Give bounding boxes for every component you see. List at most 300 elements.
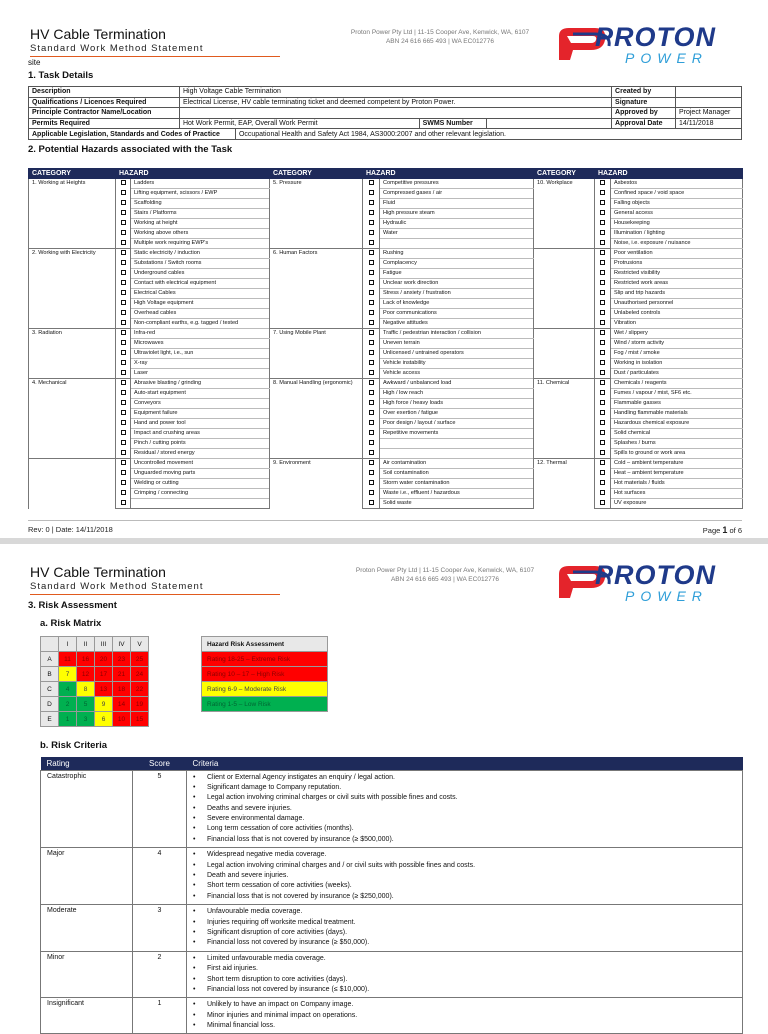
checkbox-icon xyxy=(121,490,126,495)
hazard-item: Laser xyxy=(131,369,270,379)
matrix-cell: 12 xyxy=(77,667,95,682)
page-suffix: of 6 xyxy=(727,526,742,535)
hazard-checkbox[interactable] xyxy=(116,219,131,229)
hazard-item xyxy=(131,499,270,509)
matrix-row xyxy=(41,712,149,727)
criteria-score: 5 xyxy=(133,770,187,848)
matrix-cell: 23 xyxy=(113,652,131,667)
hazard-category xyxy=(534,329,595,379)
hazard-checkbox[interactable] xyxy=(363,499,380,509)
hazard-checkbox[interactable] xyxy=(363,189,380,199)
criteria-item: • First aid injuries. xyxy=(193,964,736,974)
hazard-checkbox[interactable] xyxy=(116,429,131,439)
hazard-item: Vibration xyxy=(611,319,743,329)
hazard-checkbox[interactable] xyxy=(116,399,131,409)
hazard-checkbox[interactable] xyxy=(116,279,131,289)
hazard-checkbox[interactable] xyxy=(116,479,131,489)
hazard-item: Waste i.e., effluent / hazardous xyxy=(380,489,534,499)
hazard-checkbox[interactable] xyxy=(363,289,380,299)
matrix-cell: 10 xyxy=(113,712,131,727)
hazard-item: High Voltage equipment xyxy=(131,299,270,309)
contractor-value xyxy=(179,108,611,119)
checkbox-icon xyxy=(369,240,374,245)
criteria-item: • Deaths and severe injuries. xyxy=(193,804,736,814)
hazard-category xyxy=(29,459,116,509)
checkbox-icon xyxy=(600,340,605,345)
hazard-item: UV exposure xyxy=(611,499,743,509)
checkbox-icon xyxy=(600,430,605,435)
checkbox-icon xyxy=(600,240,605,245)
hazard-item: Hot surfaces xyxy=(611,489,743,499)
document-subtitle: Standard Work Method Statement xyxy=(30,43,204,54)
hazard-checkbox[interactable] xyxy=(116,409,131,419)
hazard-checkbox[interactable] xyxy=(363,409,380,419)
hazard-checkbox[interactable] xyxy=(363,329,380,339)
hazard-checkbox[interactable] xyxy=(595,339,611,349)
hazard-item: Crimping / connecting xyxy=(131,489,270,499)
checkbox-icon xyxy=(121,290,126,295)
hazard-checkbox[interactable] xyxy=(116,469,131,479)
checkbox-icon xyxy=(121,380,126,385)
checkbox-icon xyxy=(121,420,126,425)
risk-criteria-table xyxy=(40,757,743,1034)
risk-matrix xyxy=(40,636,149,727)
criteria-item: • Unfavourable media coverage. xyxy=(193,907,736,917)
hazard-checkbox[interactable] xyxy=(116,179,131,189)
hazard-checkbox[interactable] xyxy=(363,349,380,359)
hazard-checkbox[interactable] xyxy=(116,339,131,349)
hazard-checkbox[interactable] xyxy=(595,259,611,269)
criteria-item: • Client or External Agency instigates an enquiry / legal action. xyxy=(193,773,736,783)
matrix-row-label: E xyxy=(41,712,59,727)
matrix-cell: 2 xyxy=(59,697,77,712)
hazard-item: Fatigue xyxy=(380,269,534,279)
hazard-checkbox[interactable] xyxy=(116,209,131,219)
legend-item: Rating 18-25 – Extreme Risk xyxy=(202,652,328,667)
checkbox-icon xyxy=(369,330,374,335)
hazard-row xyxy=(29,409,743,419)
criteria-item: • Minor injuries and minimal impact on operations. xyxy=(193,1011,736,1021)
checkbox-icon xyxy=(121,310,126,315)
hazard-category: 2. Working with Electricity xyxy=(29,249,116,329)
address-line-1-p2: Proton Power Pty Ltd | 11-15 Cooper Ave, Kenwick, WA, 6107 xyxy=(355,567,535,574)
hazard-checkbox[interactable] xyxy=(116,329,131,339)
checkbox-icon xyxy=(121,460,126,465)
hazard-checkbox[interactable] xyxy=(363,179,380,189)
hazard-checkbox[interactable] xyxy=(595,489,611,499)
hazard-checkbox[interactable] xyxy=(116,229,131,239)
hazard-item: Splashes / burns xyxy=(611,439,743,449)
hazard-row xyxy=(29,399,743,409)
hazard-checkbox[interactable] xyxy=(116,379,131,389)
criteria-list-cell xyxy=(187,951,743,998)
hazard-item: Confined space / void space xyxy=(611,189,743,199)
matrix-cell: 9 xyxy=(95,697,113,712)
hazard-checkbox[interactable] xyxy=(595,319,611,329)
checkbox-icon xyxy=(121,400,126,405)
hazard-checkbox[interactable] xyxy=(363,489,380,499)
criteria-list xyxy=(193,773,736,846)
hazard-item: Flammable gasses xyxy=(611,399,743,409)
hazard-row xyxy=(29,239,743,249)
hazard-checkbox[interactable] xyxy=(595,189,611,199)
hazard-checkbox[interactable] xyxy=(363,429,380,439)
checkbox-icon xyxy=(369,430,374,435)
hazard-category: 5. Pressure xyxy=(270,179,363,249)
checkbox-icon xyxy=(600,470,605,475)
matrix-row-label: D xyxy=(41,697,59,712)
hazard-checkbox[interactable] xyxy=(116,259,131,269)
hazard-row xyxy=(29,389,743,399)
matrix-corner xyxy=(41,637,59,652)
hazard-checkbox[interactable] xyxy=(363,399,380,409)
checkbox-icon xyxy=(369,490,374,495)
hazard-checkbox[interactable] xyxy=(363,479,380,489)
hazard-item: General access xyxy=(611,209,743,219)
hazard-checkbox[interactable] xyxy=(363,339,380,349)
matrix-cell: 1 xyxy=(59,712,77,727)
checkbox-icon xyxy=(121,430,126,435)
hazard-item: Compressed gases / air xyxy=(380,189,534,199)
hazard-row xyxy=(29,249,743,259)
risk-criteria-heading: b. Risk Criteria xyxy=(40,740,108,751)
hazard-item: Traffic / pedestrian interaction / collision xyxy=(380,329,534,339)
checkbox-icon xyxy=(121,390,126,395)
matrix-row xyxy=(41,682,149,697)
hazard-checkbox[interactable] xyxy=(363,199,380,209)
approval-date-label: Approval Date xyxy=(612,118,676,129)
matrix-col-label: I xyxy=(59,637,77,652)
hazard-checkbox[interactable] xyxy=(363,469,380,479)
hazard-checkbox[interactable] xyxy=(595,359,611,369)
checkbox-icon xyxy=(600,320,605,325)
checkbox-icon xyxy=(600,280,605,285)
proton-power-logo xyxy=(555,20,735,68)
hazard-item: Slip and trip hazards xyxy=(611,289,743,299)
hazard-checkbox[interactable] xyxy=(363,209,380,219)
hazard-checkbox[interactable] xyxy=(363,259,380,269)
address-line-2: ABN 24 616 665 493 | WA EC012776 xyxy=(385,38,495,46)
hazard-item: Working at height xyxy=(131,219,270,229)
criteria-item: • Limited unfavourable media coverage. xyxy=(193,954,736,964)
hazard-item: Falling objects xyxy=(611,199,743,209)
footer-divider xyxy=(28,520,742,521)
hazard-checkbox[interactable] xyxy=(595,429,611,439)
risk-legend xyxy=(201,636,328,712)
matrix-cell: 15 xyxy=(131,712,149,727)
checkbox-icon xyxy=(121,220,126,225)
hazard-row xyxy=(29,269,743,279)
checkbox-icon xyxy=(600,420,605,425)
hazard-checkbox[interactable] xyxy=(116,309,131,319)
swms-number-label: SWMS Number xyxy=(419,118,486,129)
checkbox-icon xyxy=(369,300,374,305)
criteria-list xyxy=(193,907,736,949)
hazard-item: Poor communications xyxy=(380,309,534,319)
hazard-checkbox[interactable] xyxy=(595,239,611,249)
criteria-item: • Significant disruption of core activities (days). xyxy=(193,928,736,938)
hazard-checkbox[interactable] xyxy=(116,289,131,299)
checkbox-icon xyxy=(369,270,374,275)
signature-value xyxy=(675,97,741,108)
hazard-checkbox[interactable] xyxy=(595,349,611,359)
hazard-item: Repetitive movements xyxy=(380,429,534,439)
hazard-checkbox[interactable] xyxy=(363,459,380,469)
checkbox-icon xyxy=(600,180,605,185)
hazard-checkbox[interactable] xyxy=(363,299,380,309)
hazard-checkbox[interactable] xyxy=(363,439,380,449)
hazard-checkbox[interactable] xyxy=(363,269,380,279)
hazard-item: Abrasive blasting / grinding xyxy=(131,379,270,389)
hazard-checkbox[interactable] xyxy=(363,369,380,379)
hazard-item: Vehicle instability xyxy=(380,359,534,369)
legend-row xyxy=(202,652,328,667)
hazard-row xyxy=(29,219,743,229)
hazard-header: HAZARD xyxy=(116,169,270,179)
created-by-label: Created by xyxy=(612,87,676,98)
matrix-row xyxy=(41,652,149,667)
matrix-cell: 24 xyxy=(131,667,149,682)
checkbox-icon xyxy=(121,180,126,185)
hazard-row xyxy=(29,299,743,309)
checkbox-icon xyxy=(600,400,605,405)
hazard-checkbox[interactable] xyxy=(363,419,380,429)
hazard-checkbox[interactable] xyxy=(116,439,131,449)
checkbox-icon xyxy=(600,250,605,255)
hazard-item: Ladders xyxy=(131,179,270,189)
checkbox-icon xyxy=(121,300,126,305)
hazard-row xyxy=(29,429,743,439)
criteria-list-cell xyxy=(187,848,743,905)
checkbox-icon xyxy=(369,420,374,425)
hazard-checkbox[interactable] xyxy=(116,249,131,259)
hazard-checkbox[interactable] xyxy=(116,499,131,509)
legislation-value: Occupational Health and Safety Act 1984, AS3000:2007 and other relevant legislation. xyxy=(235,129,741,140)
criteria-item: • Significant damage to Company reputation. xyxy=(193,783,736,793)
checkbox-icon xyxy=(369,230,374,235)
hazard-item: Multiple work requiring EWP's xyxy=(131,239,270,249)
checkbox-icon xyxy=(600,230,605,235)
checkbox-icon xyxy=(369,210,374,215)
hazard-item: Protrusions xyxy=(611,259,743,269)
checkbox-icon xyxy=(369,410,374,415)
checkbox-icon xyxy=(600,350,605,355)
proton-power-logo-p2 xyxy=(555,558,735,606)
checkbox-icon xyxy=(121,270,126,275)
company-address xyxy=(325,28,555,46)
hazard-checkbox[interactable] xyxy=(595,469,611,479)
hazard-checkbox[interactable] xyxy=(595,389,611,399)
hazard-checkbox[interactable] xyxy=(595,219,611,229)
hazard-checkbox[interactable] xyxy=(363,449,380,459)
hazard-checkbox[interactable] xyxy=(595,209,611,219)
hazard-item: Working in isolation xyxy=(611,359,743,369)
criteria-row xyxy=(41,848,743,905)
legend-item: Rating 1-5 – Low Risk xyxy=(202,697,328,712)
hazard-header: HAZARD xyxy=(363,169,534,179)
hazard-checkbox[interactable] xyxy=(363,229,380,239)
hazard-checkbox[interactable] xyxy=(363,309,380,319)
hazard-item: Noise, i.e. exposure / nuisance xyxy=(611,239,743,249)
hazard-category xyxy=(534,249,595,329)
hazard-checkbox[interactable] xyxy=(595,409,611,419)
hazard-item: Water xyxy=(380,229,534,239)
hazard-checkbox[interactable] xyxy=(363,279,380,289)
matrix-cell: 8 xyxy=(77,682,95,697)
matrix-cell: 3 xyxy=(77,712,95,727)
hazard-checkbox[interactable] xyxy=(116,459,131,469)
page-num: 1 xyxy=(722,525,728,535)
hazard-checkbox[interactable] xyxy=(595,309,611,319)
hazard-row xyxy=(29,279,743,289)
hazard-item: Impact and crushing areas xyxy=(131,429,270,439)
hazard-item: Negative attitudes xyxy=(380,319,534,329)
hazard-checkbox[interactable] xyxy=(363,379,380,389)
hazard-checkbox[interactable] xyxy=(363,389,380,399)
checkbox-icon xyxy=(369,180,374,185)
checkbox-icon xyxy=(600,490,605,495)
hazard-checkbox[interactable] xyxy=(595,449,611,459)
hazard-checkbox[interactable] xyxy=(363,239,380,249)
hazard-row xyxy=(29,319,743,329)
hazard-item: Restricted visibility xyxy=(611,269,743,279)
hazard-checkbox[interactable] xyxy=(116,449,131,459)
checkbox-icon xyxy=(369,280,374,285)
checkbox-icon xyxy=(121,200,126,205)
criteria-rating: Catastrophic xyxy=(41,770,133,848)
hazard-category: 3. Radiation xyxy=(29,329,116,379)
hazard-checkbox[interactable] xyxy=(595,379,611,389)
hazard-checkbox[interactable] xyxy=(116,389,131,399)
hazard-item: Wet / slippery xyxy=(611,329,743,339)
description-label: Description xyxy=(29,87,180,98)
checkbox-icon xyxy=(600,190,605,195)
hazard-item: High / low reach xyxy=(380,389,534,399)
hazard-item: Substations / Switch rooms xyxy=(131,259,270,269)
hazard-checkbox[interactable] xyxy=(595,459,611,469)
checkbox-icon xyxy=(600,370,605,375)
hazard-checkbox[interactable] xyxy=(595,199,611,209)
hazard-checkbox[interactable] xyxy=(595,399,611,409)
hazard-item: Overhead cables xyxy=(131,309,270,319)
hazard-item: Rushing xyxy=(380,249,534,259)
checkbox-icon xyxy=(600,380,605,385)
hazard-checkbox[interactable] xyxy=(595,179,611,189)
hazard-header: HAZARD xyxy=(595,169,743,179)
checkbox-icon xyxy=(600,410,605,415)
hazard-checkbox[interactable] xyxy=(116,239,131,249)
hazard-checkbox[interactable] xyxy=(363,359,380,369)
legend-row xyxy=(202,697,328,712)
hazard-item: Spills to ground or work area xyxy=(611,449,743,459)
hazard-checkbox[interactable] xyxy=(595,299,611,309)
document-title: HV Cable Termination xyxy=(30,26,166,42)
hazard-checkbox[interactable] xyxy=(116,419,131,429)
hazard-item: Unclear work direction xyxy=(380,279,534,289)
hazard-checkbox[interactable] xyxy=(595,279,611,289)
hazard-checkbox[interactable] xyxy=(116,349,131,359)
logo-wordmark-p2: PROTON xyxy=(595,560,717,590)
checkbox-icon xyxy=(369,200,374,205)
criteria-item: • Legal action involving criminal charges or civil suits with possible fines and costs. xyxy=(193,793,736,803)
hazard-item: Handling flammable materials xyxy=(611,409,743,419)
criteria-item: • Minimal financial loss. xyxy=(193,1021,736,1031)
criteria-rating: Major xyxy=(41,848,133,905)
hazard-row xyxy=(29,459,743,469)
section-task-details-heading: 1. Task Details xyxy=(28,70,94,81)
matrix-row xyxy=(41,667,149,682)
hazard-checkbox[interactable] xyxy=(595,249,611,259)
hazard-checkbox[interactable] xyxy=(116,359,131,369)
criteria-list-cell xyxy=(187,998,743,1034)
checkbox-icon xyxy=(369,340,374,345)
checkbox-icon xyxy=(121,500,126,505)
hazard-item: Fog / mist / smoke xyxy=(611,349,743,359)
checkbox-icon xyxy=(121,210,126,215)
hazard-item: Fumes / vapour / mist, SF6 etc. xyxy=(611,389,743,399)
hazard-item: Auto-start equipment xyxy=(131,389,270,399)
checkbox-icon xyxy=(600,360,605,365)
hazard-checkbox[interactable] xyxy=(116,189,131,199)
matrix-col-label: V xyxy=(131,637,149,652)
hazard-item: Fluid xyxy=(380,199,534,209)
checkbox-icon xyxy=(369,400,374,405)
checkbox-icon xyxy=(121,480,126,485)
hazard-item: Solid chemical xyxy=(611,429,743,439)
hazard-checkbox[interactable] xyxy=(595,439,611,449)
hazard-checkbox[interactable] xyxy=(116,269,131,279)
matrix-cell: 25 xyxy=(131,652,149,667)
hazard-item: Unlicensed / untrained operators xyxy=(380,349,534,359)
legend-title-row xyxy=(202,637,328,652)
hazard-item xyxy=(380,439,534,449)
criteria-row xyxy=(41,770,743,848)
hazard-checkbox[interactable] xyxy=(363,319,380,329)
qualifications-label: Qualifications / Licences Required xyxy=(29,97,180,108)
hazard-item: Poor ventilation xyxy=(611,249,743,259)
hazard-checkbox[interactable] xyxy=(595,499,611,509)
hazard-checkbox[interactable] xyxy=(116,369,131,379)
checkbox-icon xyxy=(600,440,605,445)
footer-revision: Rev: 0 | Date: 14/11/2018 xyxy=(28,525,113,534)
matrix-col-label: III xyxy=(95,637,113,652)
hazard-checkbox[interactable] xyxy=(116,489,131,499)
hazard-checkbox[interactable] xyxy=(595,479,611,489)
checkbox-icon xyxy=(369,360,374,365)
hazard-checkbox[interactable] xyxy=(363,249,380,259)
hazard-checkbox[interactable] xyxy=(116,299,131,309)
hazard-item: Storm water contamination xyxy=(380,479,534,489)
hazard-checkbox[interactable] xyxy=(595,329,611,339)
hazard-item: Lifting equipment, scissors / EWP xyxy=(131,189,270,199)
checkbox-icon xyxy=(600,220,605,225)
hazard-checkbox[interactable] xyxy=(116,319,131,329)
hazard-row xyxy=(29,209,743,219)
checkbox-icon xyxy=(369,450,374,455)
hazard-checkbox[interactable] xyxy=(595,369,611,379)
hazard-checkbox[interactable] xyxy=(595,269,611,279)
hazard-item: X-ray xyxy=(131,359,270,369)
hazard-category: 11. Chemical xyxy=(534,379,595,459)
hazard-checkbox[interactable] xyxy=(595,229,611,239)
hazard-item: Cold – ambient temperature xyxy=(611,459,743,469)
document-subtitle-p2: Standard Work Method Statement xyxy=(30,581,204,592)
hazard-checkbox[interactable] xyxy=(595,419,611,429)
hazard-checkbox[interactable] xyxy=(363,219,380,229)
hazard-checkbox[interactable] xyxy=(116,199,131,209)
hazard-checkbox[interactable] xyxy=(595,289,611,299)
hazard-item: Unlabeled controls xyxy=(611,309,743,319)
